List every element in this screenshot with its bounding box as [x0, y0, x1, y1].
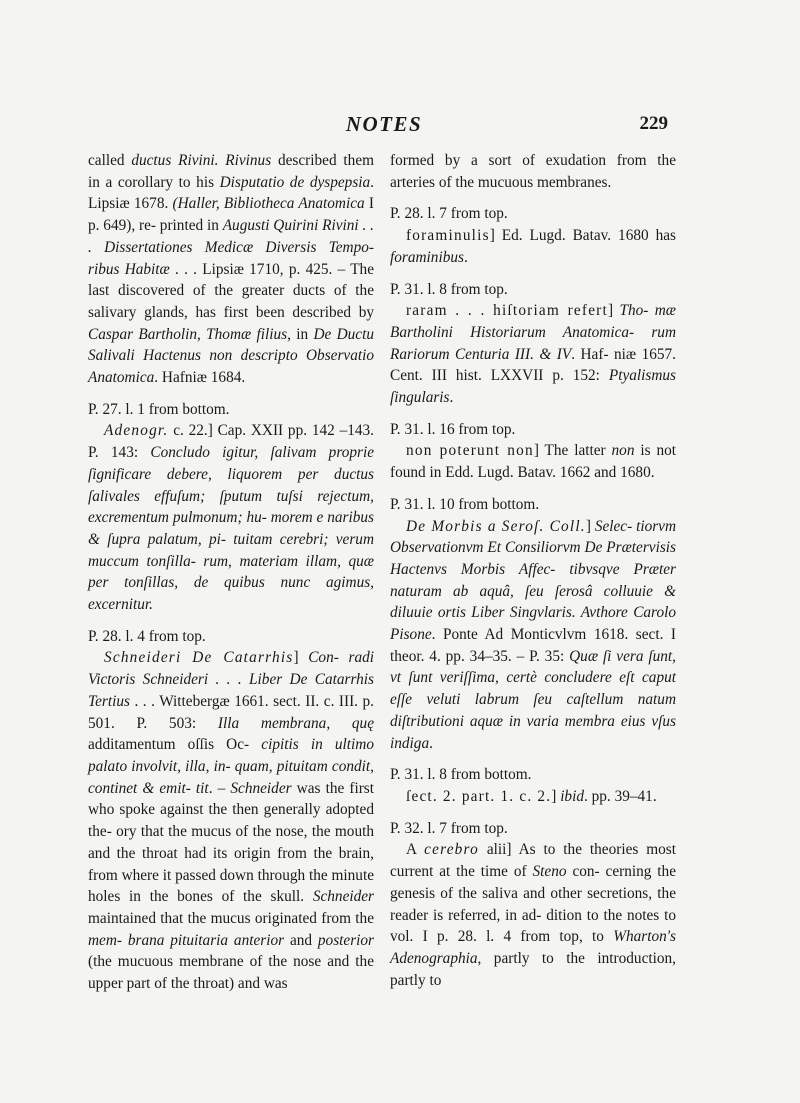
note-reference: P. 27. l. 1 from bottom.	[88, 400, 230, 418]
running-header	[88, 112, 680, 140]
note-reference: P. 31. l. 8 from bottom.	[390, 766, 532, 784]
note-reference: P. 28. l. 7 from top.	[390, 205, 508, 223]
note-entry: non poterunt non] The latter non is not found in Edd. Lugd. Batav. 1662 and 1680.	[390, 442, 677, 482]
note-entry: Schneideri De Catarrhis] Con- radi Victoris Schneideri . . . Liber De Catarrhis Tertius . . . Wittebergæ 1661. sect. II. c. III. p. 501. P. 503: Illa membrana, quę additamentum oſſis Oc- cipitis in ultimo palato involvit, illa, in- quam, pituitam condit, continet & emit- tit. – Schneider was the first who spoke against the then generally adopted the- ory that the mucus of the nose, the mouth and the throat had its origin from the brain, from where it passed down through the minute holes in the bones of the skull. Schneider maintained that the mucus originated from the mem- brana pituitaria anterior and posterior (the mucuous membrane of the nose and the upper part of the throat) and was	[88, 649, 375, 993]
note-continuation: formed by a sort of exudation from the arteries of the mucuous membranes.	[390, 152, 676, 191]
left-column	[88, 150, 374, 995]
note-entry: foraminulis] Ed. Lugd. Batav. 1680 has foraminibus.	[390, 227, 676, 266]
note-reference: P. 31. l. 8 from top.	[390, 280, 508, 298]
note-entry: A cerebro alii] As to the theories most current at the time of Steno con- cerning the genesis of the saliva and other secretions, the reader is referred, in ad- dition to the notes to vol. I p. 28. l. 4 from top, to Wharton's Adenographia, partly to the introduction, partly to	[390, 841, 676, 989]
note-reference: P. 32. l. 7 from top.	[390, 819, 508, 837]
note-continuation: called ductus Rivini. Rivinus described them in a corollary to his Disputatio de dyspepsia. Lipsiæ 1678. (Haller, Bibliotheca Anatomica I p. 649), re- printed in Augusti Quirini Rivini . . . Dissertationes Medicæ Diversis Tempo- ribus Habitæ . . . Lipsiæ 1710, p. 425. – The last discovered of the greater ducts of the salivary glands, has first been described by Caspar Bartholin, Thomæ filius, in De Ductu Salivali Hactenus non descripto Observatio Anatomica. Hafniæ 1684.	[88, 152, 375, 387]
note-reference: P. 31. l. 10 from bottom.	[390, 495, 540, 513]
right-column	[390, 150, 676, 991]
page-title: NOTES	[345, 112, 423, 136]
note-reference: P. 31. l. 16 from top.	[390, 420, 516, 438]
note-entry: raram . . . hiſtoriam refert] Tho- mæ Bartholini Historiarum Anatomica- rum Rariorum Centuria III. & IV. Haf- niæ 1657. Cent. III hist. LXXVII p. 152: Ptyalismus ſingularis.	[390, 302, 677, 407]
note-entry: Adenogr. c. 22.] Cap. XXII pp. 142 –143. P. 143: Concludo igitur, ſalivam proprie ſignificare debere, liquorem per ductus ſalivales effuſum; ſputum tuſsi rejectum, excrementum pulmonum; hu- morem e naribus & ſupra palatum, pi- tuitam cerebri; verum muccum tonſilla- rum, materiam illam, quæ per tonſillas, de quibus nunc agimus, excernitur.	[88, 422, 374, 614]
note-entry: De Morbis a Seroſ. Coll.] Selec- tiorvm Observationvm Et Consiliorvm De Prætervisis Hactenvs Morbis Affec- tibvsqve Præter naturam ab aquâ, ſeu ſerosâ colluuie & diluuie ortis Liber Singvlaris. Avthore Carolo Pisone. Ponte Ad Monticvlvm 1618. sect. I theor. 4. pp. 34–35. – P. 35: Quæ ſi vera ſunt, vt ſunt veriſſima, certè concludere eſt caput eſſe veluti labrum ſeu caſtellum natum diſtributioni aquæ in varia membra eius vſus indiga.	[390, 517, 677, 752]
note-entry: ſect. 2. part. 1. c. 2.] ibid. pp. 39–41.	[406, 787, 657, 805]
page-number: 229	[639, 113, 668, 134]
note-reference: P. 28. l. 4 from top.	[88, 627, 206, 645]
